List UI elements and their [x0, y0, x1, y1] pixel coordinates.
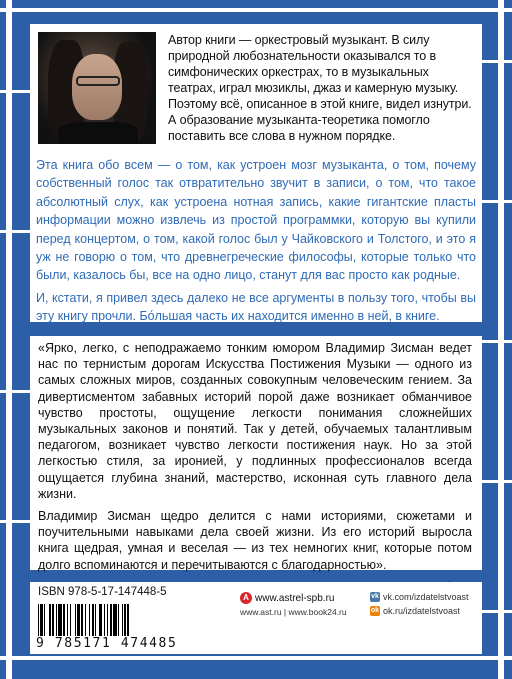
ok-link[interactable]: ok.ru/izdatelstvoast — [383, 606, 461, 616]
frame-tick — [0, 520, 30, 523]
publisher-sites-small[interactable]: www.ast.ru | www.book24.ru — [240, 607, 347, 617]
quote-paragraph: Владимир Зисман щедро делится с нами историями, сюжетами и поучительными навыками дела своей жизни. Из его историй выросла книга щедрая, умная и веселая — из тех немногих книг, которые потом долго вспоминаются и перечитываются с благодарностью». — [38, 509, 472, 572]
astrel-logo-icon: A — [240, 592, 252, 604]
isbn-label: ISBN 978-5-17-147448-5 — [38, 586, 167, 598]
frame-tick — [482, 340, 512, 343]
ok-icon: ok — [370, 607, 380, 614]
barcode-bar — [127, 604, 128, 636]
frame-tick — [0, 230, 30, 233]
publisher-info — [240, 592, 360, 617]
social-links — [370, 590, 480, 618]
back-cover-footer — [30, 582, 482, 654]
author-bio — [168, 32, 472, 144]
frame-tick — [482, 60, 512, 63]
review-quote — [30, 336, 482, 570]
description-paragraph: И, кстати, я привел здесь далеко не все аргументы в пользу того, чтобы вы эту книгу прочли. Бо́льшая часть их находится именно в ней, в книге. — [36, 290, 476, 324]
book-description — [30, 152, 482, 322]
author-bio-text: Автор книги — оркестровый музыкант. В силу природной любознательности оказывался то в симфонических оркестрах, то в музыкальных театрах, играл мюзиклы, джаз и камерную музыку. Поэтому всё, описанное в этой книге, видел изнутри. А образование музыканта-теоретика помогло поставить все слова в нужном порядке. — [168, 33, 472, 143]
author-photo — [38, 32, 156, 144]
frame-tick — [482, 480, 512, 483]
vk-icon: vk — [371, 593, 379, 600]
frame-tick — [0, 90, 30, 93]
frame-tick — [482, 200, 512, 203]
barcode — [38, 604, 238, 636]
author-section — [30, 24, 482, 152]
barcode-number: 9 785171 474485 — [36, 636, 178, 651]
vk-link[interactable]: vk.com/izdatelstvoast — [383, 592, 469, 602]
frame-tick — [0, 390, 30, 393]
quote-paragraph: «Ярко, легко, с неподражаемо тонким юмором Владимир Зисман ведет нас по тернистым дорогам Искусства Постижения Музыки — одного из самых сложных миров, созданных совокупным человеческим гением. За дивертисментом забавных историй порой даже возникает обманчивое чувство простоты, ощущение легкости понимания сложнейших музыкальных законов и понятий. Так у детей, обучаемых талантливым педагогом, возникает чувство легкости постижения наук. Но за этой легкостью стиля, за иронией, у подлинных профессионалов всегда ощущается глубина знаний, мастерство, исконная суть главного дела жизни. — [38, 341, 472, 501]
frame-tick — [482, 610, 512, 613]
frame-line — [6, 0, 12, 679]
publisher-site[interactable]: www.astrel-spb.ru — [255, 592, 335, 604]
frame-line — [0, 8, 512, 12]
frame-line — [0, 656, 512, 660]
description-paragraph: Эта книга обо всем — о том, как устроен мозг музыканта, о том, почему собственный голос так отвратительно звучит в записи, о том, что такое абсолютный слух, как устроена нотная запись, какие гигантские пласты информации можно извлечь из простой программки, которую вы купили перед концертом, о том, какой голос был у Чайковского и Толстого, и это я уж не говорю о том, что древнегреческие философы, которые только что были, казалось бы, все на одно лицо, станут для вас просто как родные. — [36, 158, 476, 283]
